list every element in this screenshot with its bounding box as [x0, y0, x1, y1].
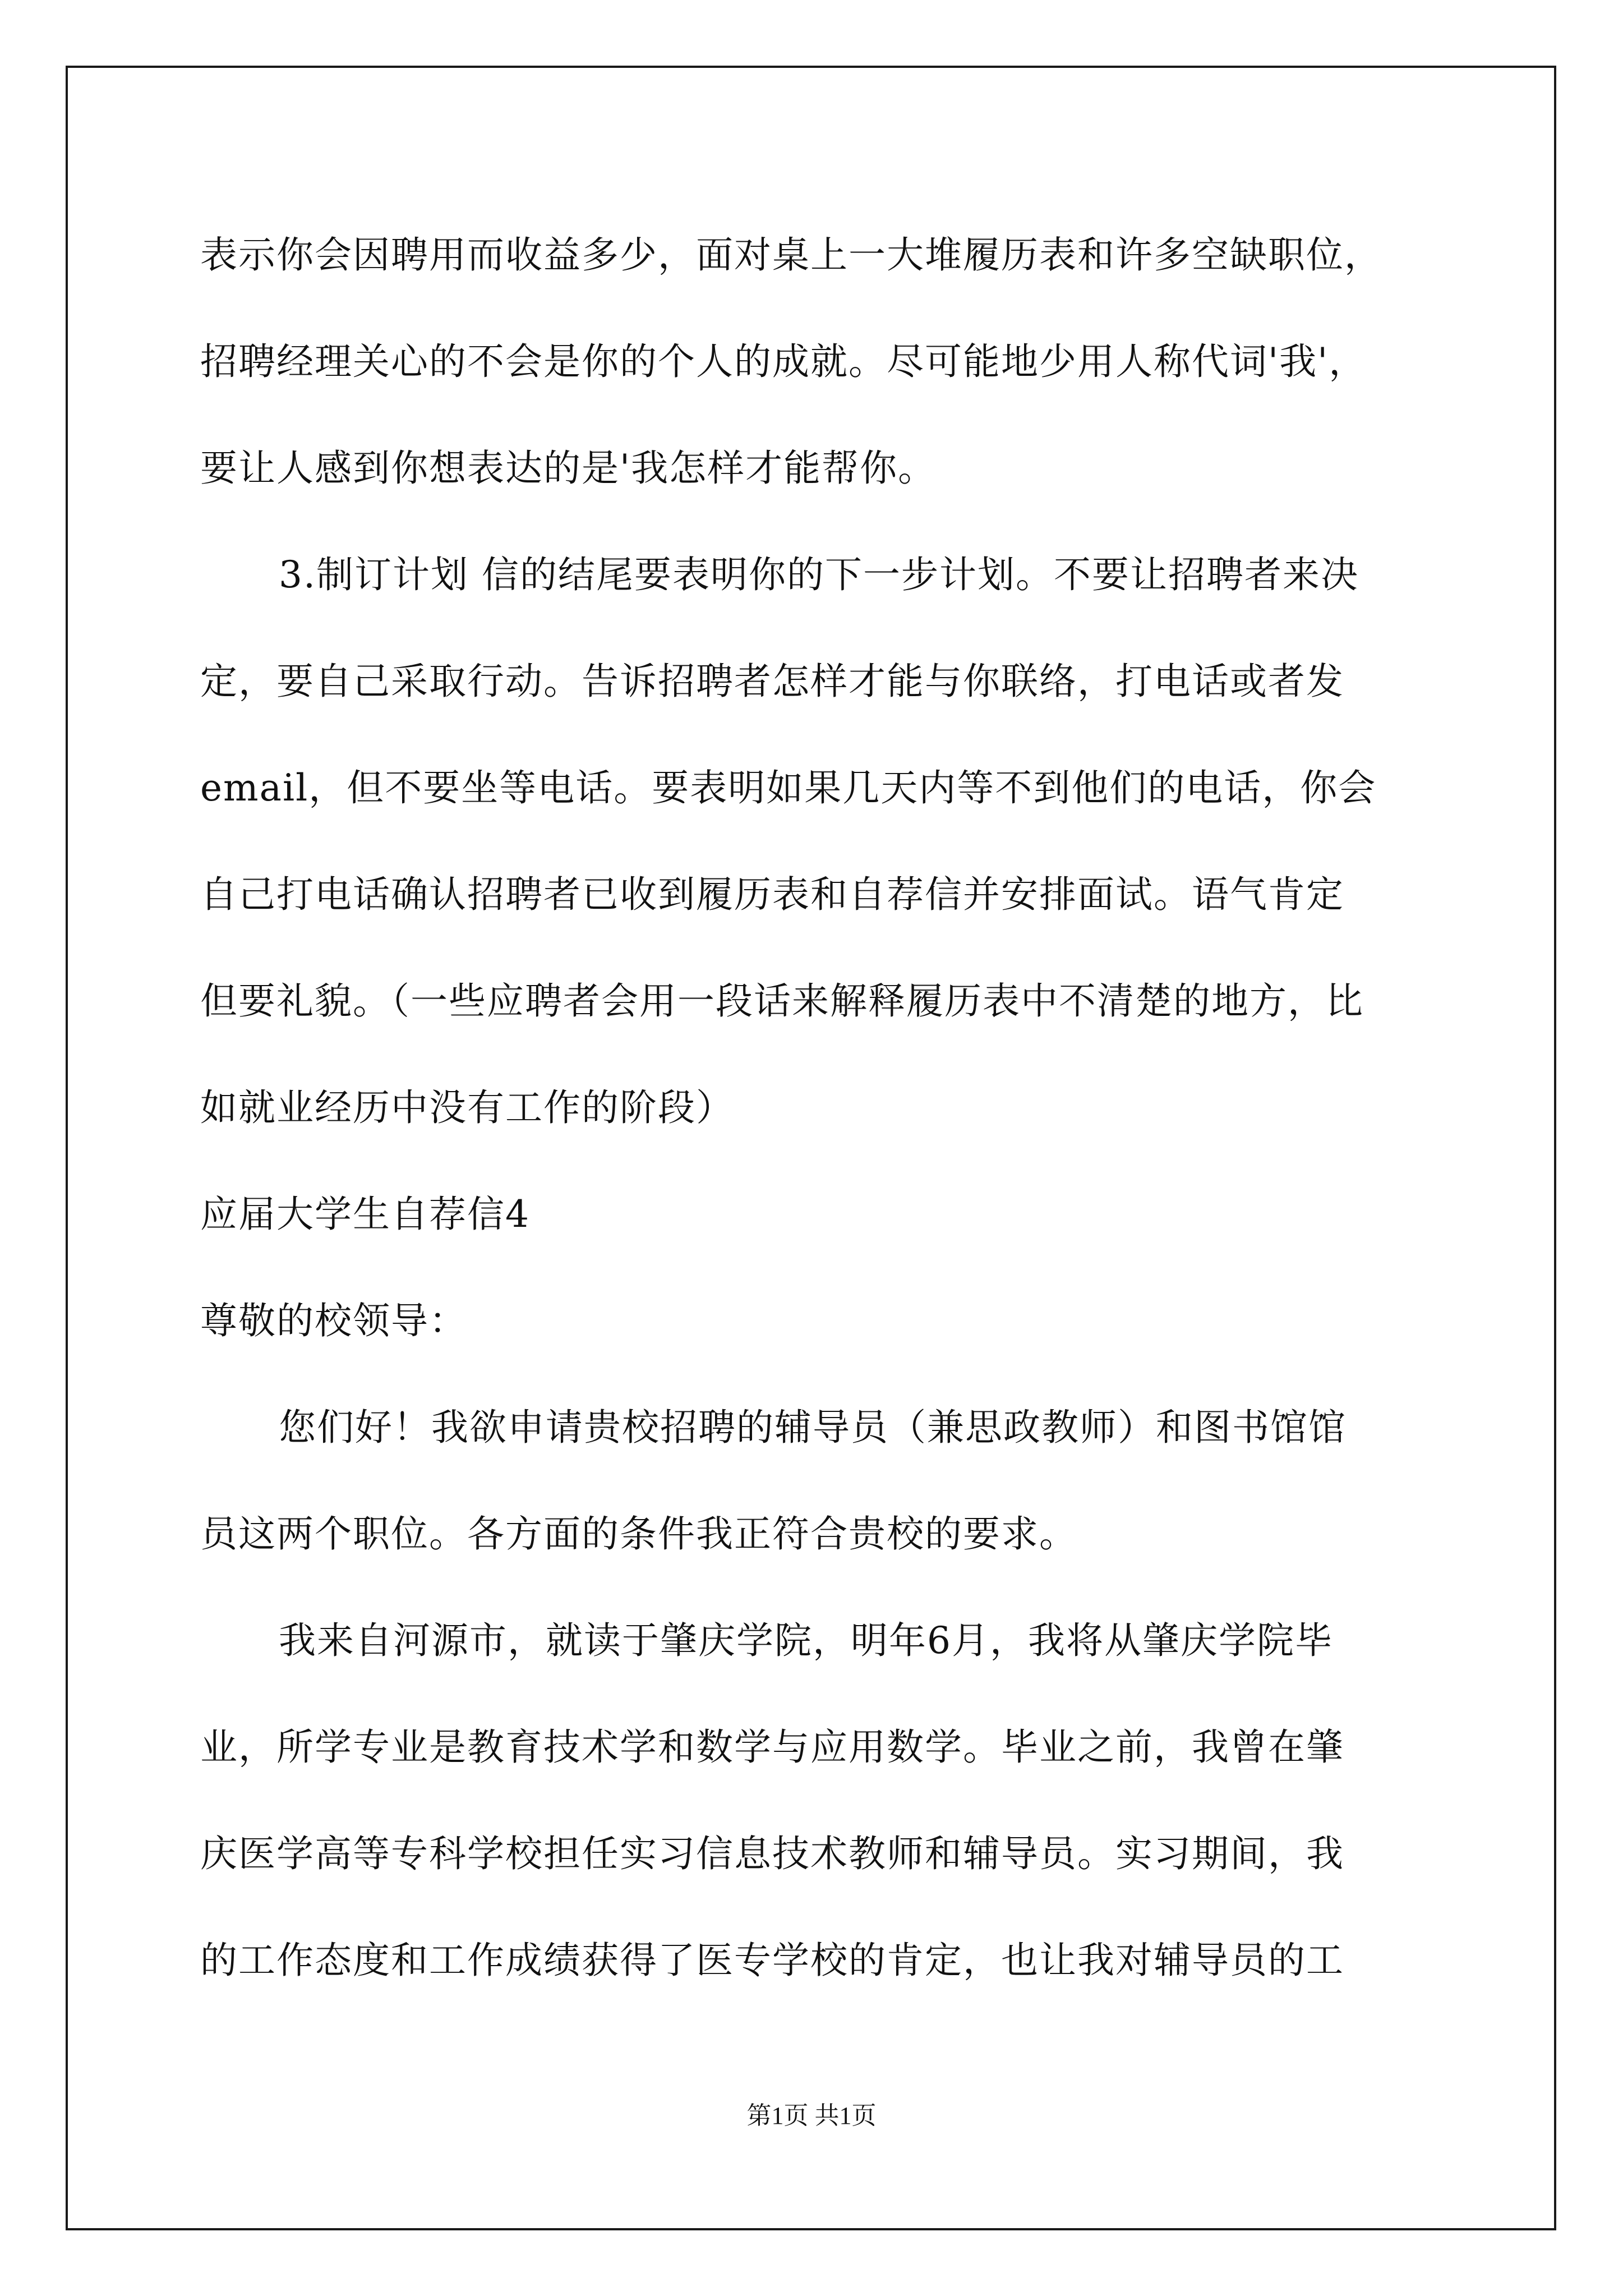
section-heading: 应届大学生自荐信4: [200, 1193, 530, 1236]
text-line: 自己打电话确认招聘者已收到履历表和自荐信并安排面试。语气肯定: [200, 873, 1344, 916]
text-line: 的工作态度和工作成绩获得了医专学校的肯定，也让我对辅导员的工: [200, 1939, 1344, 1982]
salutation: 尊敬的校领导：: [200, 1299, 467, 1342]
text-line: 定，要自己采取行动。告诉招聘者怎样才能与你联络，打电话或者发: [200, 660, 1344, 703]
text-line: 3.制订计划 信的结尾要表明你的下一步计划。不要让招聘者来决: [279, 553, 1359, 596]
text-line: 但要礼貌。（一些应聘者会用一段话来解释履历表中不清楚的地方，比: [200, 979, 1364, 1023]
document-body: [200, 202, 1423, 2014]
text-line: 庆医学高等专科学校担任实习信息技术教师和辅导员。实习期间，我: [200, 1832, 1344, 1875]
text-line: 招聘经理关心的不会是你的个人的成就。尽可能地少用人称代词'我'，: [200, 340, 1367, 383]
text-line: 您们好！我欲申请贵校招聘的辅导员（兼思政教师）和图书馆馆: [279, 1406, 1347, 1449]
text-line: 表示你会因聘用而收益多少，面对桌上一大堆履历表和许多空缺职位，: [200, 233, 1382, 277]
text-line: 业，所学专业是教育技术学和数学与应用数学。毕业之前，我曾在肇: [200, 1726, 1344, 1769]
text-line: 我来自河源市，就读于肇庆学院，明年6月，我将从肇庆学院毕: [279, 1619, 1333, 1662]
text-line: 员这两个职位。各方面的条件我正符合贵校的要求。: [200, 1512, 1077, 1556]
text-line: 要让人感到你想表达的是'我怎样才能帮你。: [200, 447, 937, 490]
text-line: email，但不要坐等电话。要表明如果几天内等不到他们的电话，你会: [200, 766, 1377, 809]
page-footer: 第1页 共1页: [746, 2102, 877, 2129]
text-line: 如就业经历中没有工作的阶段）: [200, 1086, 734, 1129]
